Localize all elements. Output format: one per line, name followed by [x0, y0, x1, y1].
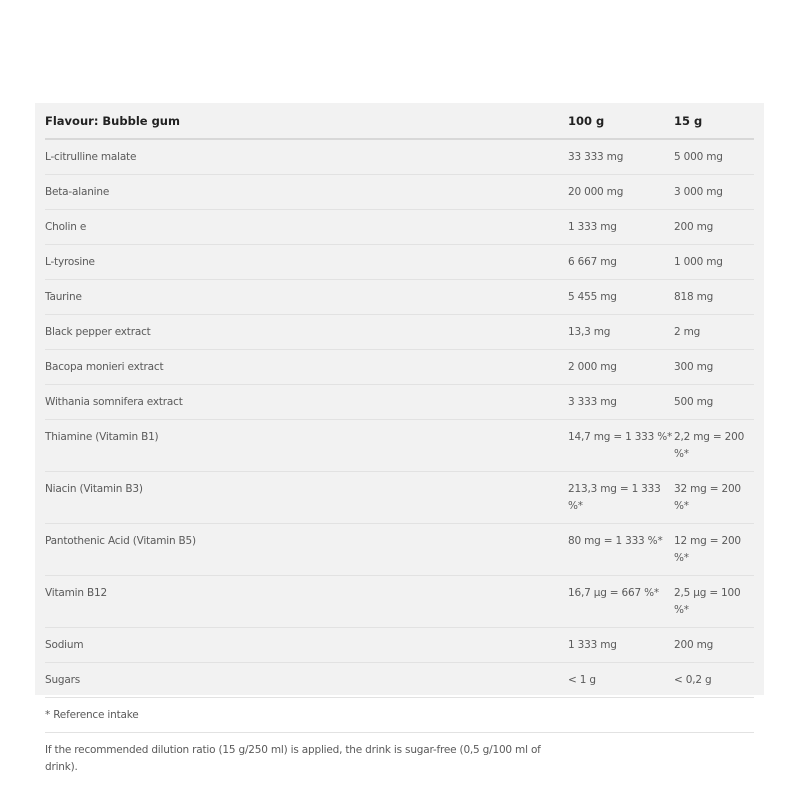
table-row	[45, 524, 754, 576]
table-row	[45, 576, 754, 628]
ingredient-name: Taurine	[45, 280, 568, 315]
ingredient-name: L-tyrosine	[45, 245, 568, 280]
per-100g-value: 14,7 mg = 1 333 %*	[568, 420, 674, 472]
per-15g-value: 300 mg	[674, 350, 754, 385]
per-100g-value: 1 333 mg	[568, 210, 674, 245]
per-15g-value: 2,2 mg = 200 %*	[674, 420, 754, 472]
per-15g-value: 1 000 mg	[674, 245, 754, 280]
per-15g-value: 200 mg	[674, 628, 754, 663]
ingredient-name: Sugars	[45, 663, 568, 698]
table-row	[45, 472, 754, 524]
per-100g-header: 100 g	[568, 103, 674, 139]
per-100g-value: 3 333 mg	[568, 385, 674, 420]
per-100g-value: 6 667 mg	[568, 245, 674, 280]
per-15g-value: < 0,2 g	[674, 663, 754, 698]
ingredient-name: L-citrulline malate	[45, 139, 568, 175]
table-row	[45, 628, 754, 663]
per-15g-value: 200 mg	[674, 210, 754, 245]
per-15g-value: 32 mg = 200 %*	[674, 472, 754, 524]
ingredient-name: Niacin (Vitamin B3)	[45, 472, 568, 524]
ingredient-name: Black pepper extract	[45, 315, 568, 350]
ingredient-name: Bacopa monieri extract	[45, 350, 568, 385]
per-15g-value: 3 000 mg	[674, 175, 754, 210]
ingredient-name: Beta-alanine	[45, 175, 568, 210]
per-15g-header: 15 g	[674, 103, 754, 139]
per-100g-value: 1 333 mg	[568, 628, 674, 663]
nutrition-table	[45, 103, 754, 784]
table-row	[45, 175, 754, 210]
table-row	[45, 280, 754, 315]
ingredient-name: Cholin e	[45, 210, 568, 245]
table-row	[45, 210, 754, 245]
table-row	[45, 315, 754, 350]
table-row	[45, 385, 754, 420]
footnote-row	[45, 698, 754, 733]
table-row	[45, 350, 754, 385]
per-15g-value: 818 mg	[674, 280, 754, 315]
table-row	[45, 245, 754, 280]
per-15g-value: 500 mg	[674, 385, 754, 420]
per-100g-value: 16,7 µg = 667 %*	[568, 576, 674, 628]
per-100g-value: 5 455 mg	[568, 280, 674, 315]
dilution-note: If the recommended dilution ratio (15 g/250 ml) is applied, the drink is sugar-free (0,5 g/100 ml of drink).	[45, 744, 541, 773]
per-100g-value: 13,3 mg	[568, 315, 674, 350]
per-100g-value: < 1 g	[568, 663, 674, 698]
ingredient-name: Vitamin B12	[45, 576, 568, 628]
per-100g-value: 20 000 mg	[568, 175, 674, 210]
per-15g-value: 5 000 mg	[674, 139, 754, 175]
per-100g-value: 80 mg = 1 333 %*	[568, 524, 674, 576]
per-100g-value: 33 333 mg	[568, 139, 674, 175]
table-header-row	[45, 103, 754, 139]
ingredient-name: Sodium	[45, 628, 568, 663]
ingredient-name: Thiamine (Vitamin B1)	[45, 420, 568, 472]
per-15g-value: 12 mg = 200 %*	[674, 524, 754, 576]
nutrition-table-panel	[35, 103, 764, 773]
per-100g-value: 213,3 mg = 1 333 %*	[568, 472, 674, 524]
per-15g-value: 2 mg	[674, 315, 754, 350]
table-row	[45, 139, 754, 175]
dilution-note-row	[45, 733, 754, 785]
table-row	[45, 663, 754, 698]
per-15g-value: 2,5 µg = 100 %*	[674, 576, 754, 628]
ingredient-name: Withania somnifera extract	[45, 385, 568, 420]
table-row	[45, 420, 754, 472]
flavour-header: Flavour: Bubble gum	[45, 103, 568, 139]
reference-intake-footnote: * Reference intake	[45, 698, 568, 733]
per-100g-value: 2 000 mg	[568, 350, 674, 385]
ingredient-name: Pantothenic Acid (Vitamin B5)	[45, 524, 568, 576]
